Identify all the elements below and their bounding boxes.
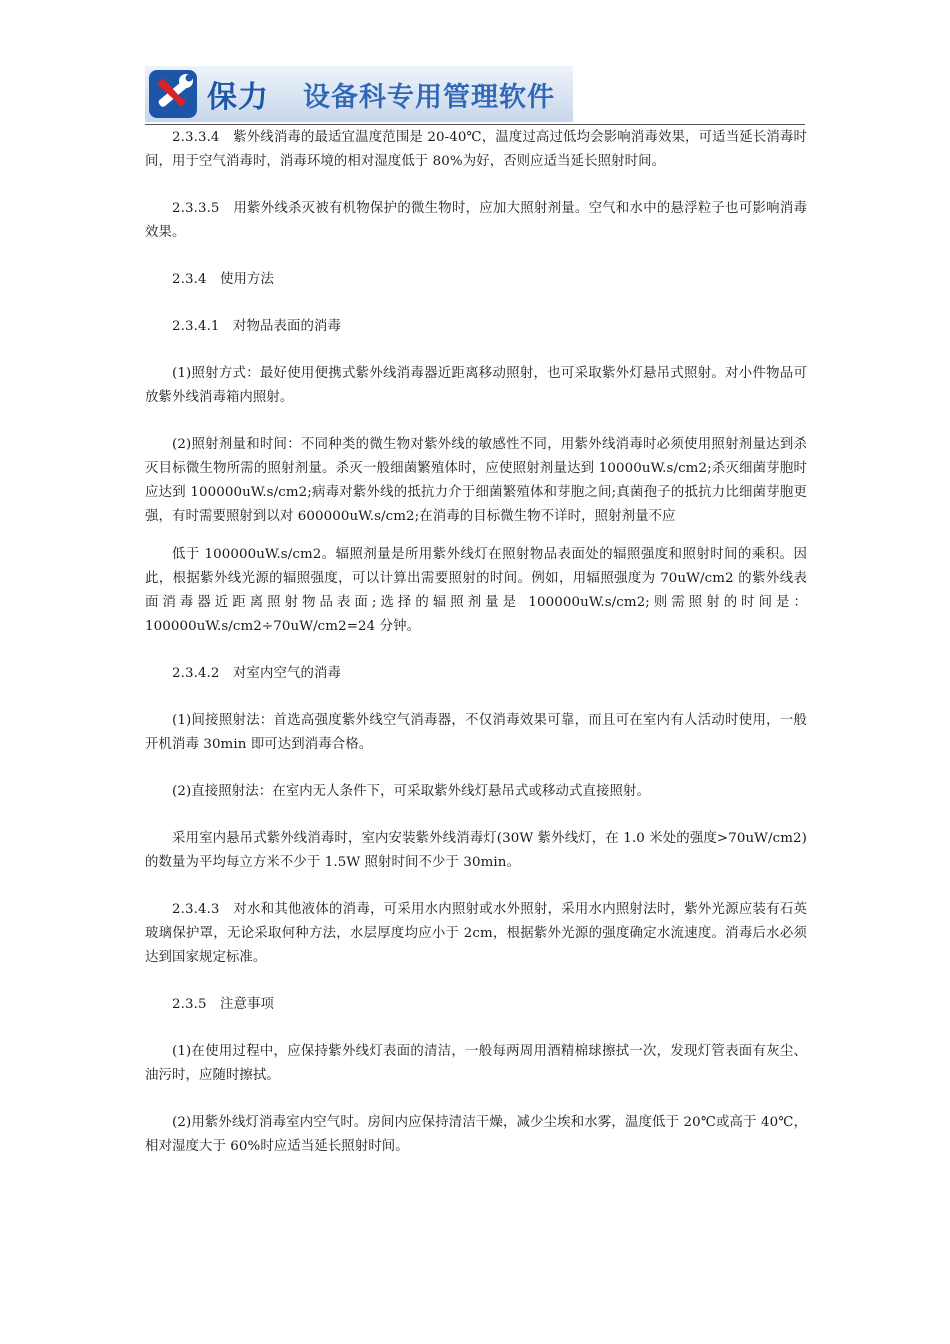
brand-name: 保力: [207, 80, 269, 115]
paragraph-irradiation-method: (1)照射方式：最好使用便携式紫外线消毒器近距离移动照射，也可采取紫外灯悬吊式照射。对小件物品可放紫外线消毒箱内照射。: [145, 366, 807, 405]
paragraph-indirect-irradiation: (1)间接照射法：首选高强度紫外线空气消毒器，不仅消毒效果可靠，而且可在室内有人活动时使用，一般开机消毒 30min 即可达到消毒合格。: [145, 713, 807, 752]
product-name: 设备科专用管理软件: [303, 81, 555, 113]
section-heading-2-3-4-2: 2.3.4.2 对室内空气的消毒: [172, 666, 341, 681]
section-heading-2-3-4: 2.3.4 使用方法: [172, 272, 275, 287]
paragraph-2-3-3-5: 2.3.3.5 用紫外线杀灭被有机物保护的微生物时，应加大照射剂量。空气和水中的悬浮粒子也可影响消毒效果。: [145, 201, 807, 240]
section-heading-2-3-5: 2.3.5 注意事项: [172, 997, 275, 1012]
section-heading-2-3-4-1: 2.3.4.1 对物品表面的消毒: [172, 319, 341, 334]
paragraph-room-conditions: (2)用紫外线灯消毒室内空气时。房间内应保持清洁干燥，减少尘埃和水雾，温度低于 20℃或高于 40℃，相对湿度大于 60%时应适当延长照射时间。: [145, 1115, 807, 1154]
paragraph-lamp-cleaning: (1)在使用过程中，应保持紫外线灯表面的清洁，一般每两周用酒精棉球擦拭一次，发现灯管表面有灰尘、油污时，应随时擦拭。: [145, 1044, 807, 1083]
paragraph-2-3-4-3: 2.3.4.3 对水和其他液体的消毒，可采用水内照射或水外照射，采用水内照射法时，紫外光源应装有石英玻璃保护罩，无论采取何种方法，水层厚度均应小于 2cm，根据紫外光源的强度确定水流速度。消毒后水必须达到国家规定标准。: [145, 902, 807, 965]
paragraph-2-3-3-4: 2.3.3.4 紫外线消毒的最适宜温度范围是 20-40℃，温度过高过低均会影响消毒效果，可适当延长消毒时间，用于空气消毒时，消毒环境的相对湿度低于 80%为好，否则应适当延长照射时间。: [145, 130, 807, 169]
document-body: [145, 126, 807, 1182]
paragraph-direct-irradiation: (2)直接照射法：在室内无人条件下，可采取紫外线灯悬吊式或移动式直接照射。: [172, 784, 650, 799]
wrench-screwdriver-icon: [145, 66, 201, 122]
paragraph-dose-calculation: 低于 100000uW.s/cm2。辐照剂量是所用紫外线灯在照射物品表面处的辐照强度和照射时间的乘积。因此，根据紫外线光源的辐照强度，可以计算出需要照射的时间。例如，用辐照强度为 70uW/cm2 的紫外线表面消毒器近距离照射物品表面;选择的辐照剂量是 100000uW.s/cm2;则需照射的时间是：100000uW.s/cm2÷70uW/cm2=24 分钟。: [145, 547, 807, 634]
paragraph-irradiation-dose: (2)照射剂量和时间：不同种类的微生物对紫外线的敏感性不同，用紫外线消毒时必须使用照射剂量达到杀灭目标微生物所需的照射剂量。杀灭一般细菌繁殖体时，应使照射剂量达到 10000uW.s/cm2;杀灭细菌芽胞时应达到 100000uW.s/cm2;病毒对紫外线的抵抗力介于细菌繁殖体和芽胞之间;真菌孢子的抵抗力比细菌芽胞更强，有时需要照射到以对 600000uW.s/cm2;在消毒的目标微生物不详时，照射剂量不应: [145, 437, 807, 524]
header-divider: [145, 124, 805, 125]
paragraph-suspended-lamp: 采用室内悬吊式紫外线消毒时，室内安装紫外线消毒灯(30W 紫外线灯，在 1.0 米处的强度>70uW/cm2)的数量为平均每立方米不少于 1.5W 照射时间不少于 30min。: [145, 831, 807, 870]
header-banner: [145, 66, 573, 122]
